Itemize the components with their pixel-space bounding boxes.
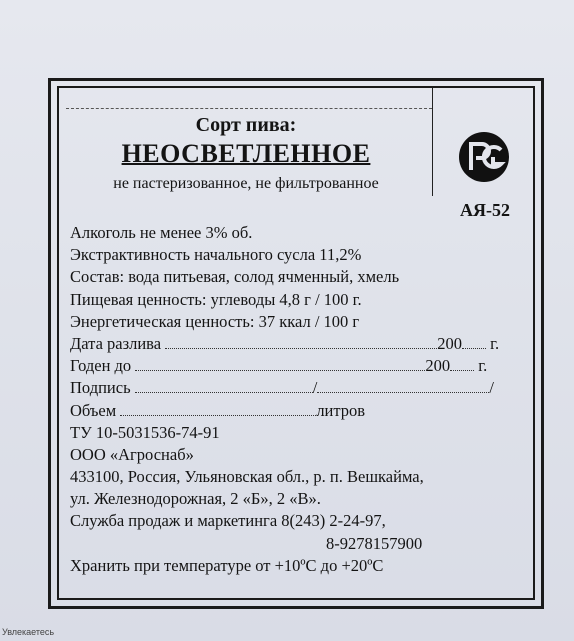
top-dashed-rule bbox=[66, 108, 432, 109]
bottling-date-blank bbox=[165, 334, 437, 349]
signature-separator-1: / bbox=[312, 378, 318, 398]
signature-separator-2: / bbox=[489, 378, 494, 398]
signature-blank-1 bbox=[135, 378, 313, 393]
watermark: Увлекаетесь bbox=[2, 627, 55, 637]
bottling-year-blank bbox=[462, 334, 486, 349]
title-block bbox=[60, 112, 432, 193]
bottling-date-label: Дата разлива bbox=[70, 333, 162, 353]
volume-line bbox=[70, 400, 525, 422]
rst-certification-logo-icon bbox=[457, 130, 511, 184]
volume-label: Объем bbox=[70, 400, 117, 420]
bottling-date-line bbox=[70, 333, 525, 355]
label-body bbox=[70, 222, 525, 577]
signature-label: Подпись bbox=[70, 378, 131, 398]
expiry-date-label: Годен до bbox=[70, 356, 132, 376]
phone-number: 8-9278157900 bbox=[326, 533, 423, 553]
nutrition-line: Пищевая ценность: углеводы 4,8 г / 100 г. bbox=[70, 289, 362, 309]
bottling-year: 200 bbox=[437, 333, 462, 353]
beer-variety-title: НЕОСВЕТЛЕННОЕ bbox=[121, 139, 371, 168]
header-divider bbox=[432, 88, 433, 196]
address-line-2: ул. Железнодорожная, 2 «Б», 2 «В». bbox=[70, 489, 321, 509]
beer-subtitle: не пастеризованное, не фильтрованное bbox=[113, 175, 379, 192]
tu-line: ТУ 10-5031536-74-91 bbox=[70, 422, 220, 442]
signature-blank-2 bbox=[317, 378, 489, 393]
expiry-suffix: г. bbox=[478, 356, 488, 376]
expiry-year: 200 bbox=[425, 356, 451, 376]
sales-line: Служба продаж и маркетинга 8(243) 2-24-97, bbox=[70, 511, 386, 531]
extract-line: Экстрактивность начального сусла 11,2% bbox=[70, 245, 362, 265]
phone-line bbox=[70, 533, 525, 555]
expiry-date-line bbox=[70, 355, 525, 377]
company-line: ООО «Агроснаб» bbox=[70, 444, 194, 464]
expiry-year-blank bbox=[450, 356, 474, 371]
certificate-code: АЯ-52 bbox=[460, 200, 510, 220]
address-line-1: 433100, Россия, Ульяновская обл., р. п. Вешкайма, bbox=[70, 467, 424, 487]
volume-blank bbox=[120, 401, 316, 416]
bottling-suffix: г. bbox=[490, 333, 500, 353]
signature-line bbox=[70, 377, 525, 399]
expiry-date-blank bbox=[135, 356, 425, 371]
energy-line: Энергетическая ценность: 37 ккал / 100 г bbox=[70, 311, 360, 331]
volume-unit: литров bbox=[316, 400, 366, 420]
sort-label: Сорт пива: bbox=[195, 114, 297, 136]
alcohol-line: Алкоголь не менее 3% об. bbox=[70, 223, 253, 242]
storage-line: Хранить при температуре от +10ºС до +20ºС bbox=[70, 555, 384, 575]
composition-line: Состав: вода питьевая, солод ячменный, хмель bbox=[70, 267, 400, 287]
